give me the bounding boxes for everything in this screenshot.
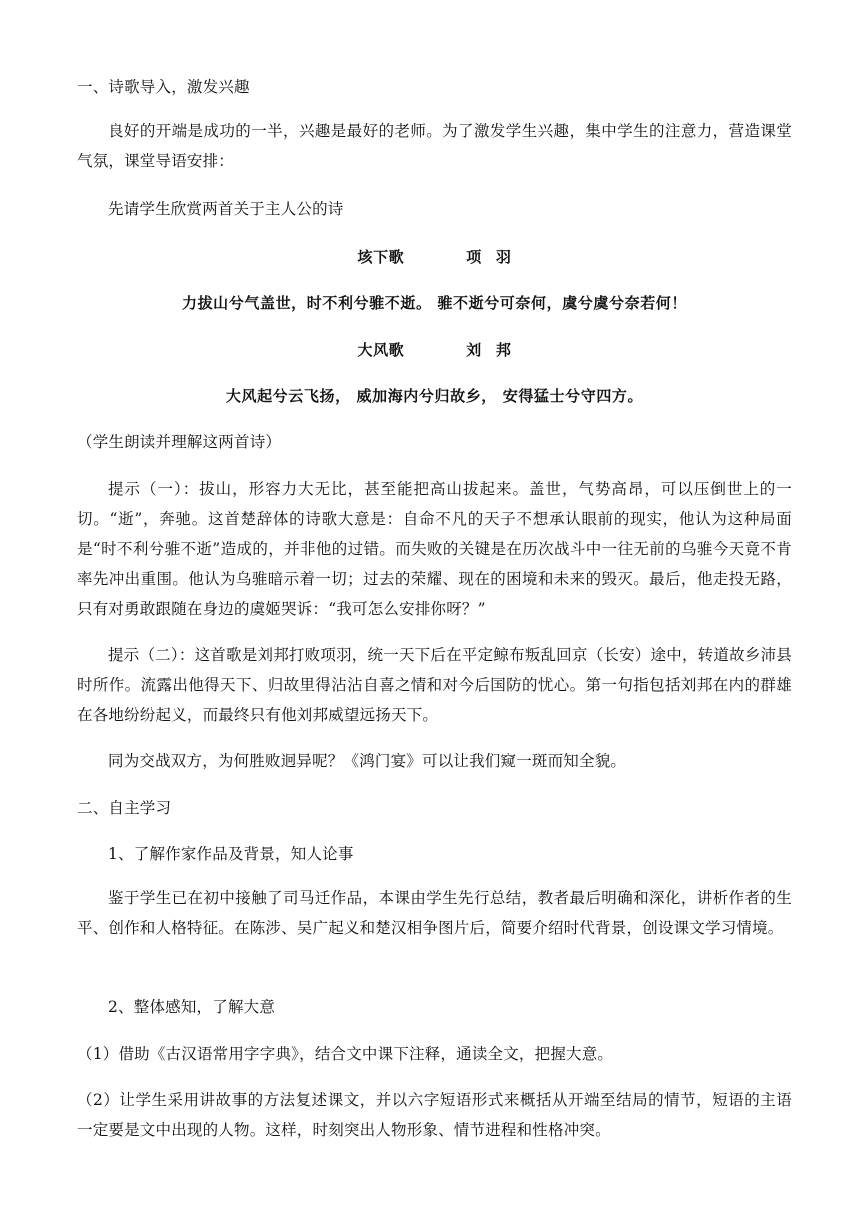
intro-paragraph: 良好的开端是成功的一半，兴趣是最好的老师。为了激发学生兴趣，集中学生的注意力，营造课堂气氛，课堂导语安排： [77, 122, 792, 170]
hint-2-paragraph: 提示（二）：这首歌是刘邦打败项羽，统一天下后在平定鲸布叛乱回京（长安）途中，转道故乡沛县时所作。流露出他得天下、归故里得沾沾自喜之情和对今后国防的忧心。第一句指包括刘邦在内的群雄在各地纷纷起义，而最终只有他刘邦威望远扬天下。 [77, 646, 792, 724]
section-2-heading: 二、自主学习 [77, 799, 172, 817]
list-item-1: （1）借助《古汉语常用字字典》，结合文中课下注释，通读全文，把握大意。 [77, 1045, 614, 1063]
poem-2-author-surname: 刘 [466, 341, 482, 359]
poem-2-author-given: 邦 [495, 341, 512, 359]
poem-1-title: 垓下歌 [357, 248, 405, 266]
poem-2-heading [77, 335, 792, 365]
poem-lead-in: 先请学生欣赏两首关于主人公的诗 [108, 200, 344, 218]
subsection-2-heading: 2、整体感知，了解大意 [108, 998, 276, 1016]
author-background-paragraph: 鉴于学生已在初中接触了司马迁作品，本课由学生先行总结，教者最后明确和深化，讲析作者的生平、创作和人格特征。在陈涉、吴广起义和楚汉相争图片后，简要介绍时代背景，创设课文学习情境。 [77, 889, 792, 937]
reading-note: （学生朗读并理解这两首诗） [77, 433, 282, 451]
poem-1-author-surname: 项 [466, 248, 482, 266]
poem-1-text: 力拔山兮气盖世，时不利兮骓不逝。 骓不逝兮可奈何，虞兮虞兮奈若何！ [181, 294, 688, 312]
poem-2-title: 大风歌 [357, 341, 405, 359]
list-item-2: （2）让学生采用讲故事的方法复述课文，并以六字短语形式来概括从开端至结局的情节，短语的主语一定要是文中出现的人物。这样，时刻突出人物形象、情节进程和性格冲突。 [77, 1091, 792, 1139]
poem-2-text: 大风起兮云飞扬， 威加海内兮归故乡， 安得猛士兮守四方。 [225, 387, 644, 405]
transition-paragraph: 同为交战双方，为何胜败迥异呢？《鸿门宴》可以让我们窥一斑而知全貌。 [108, 752, 627, 770]
poem-1-heading [77, 242, 792, 272]
hint-1-paragraph: 提示（一）：拔山，形容力大无比，甚至能把高山拔起来。盖世，气势高昂，可以压倒世上的一切。“逝”，奔驰。这首楚辞体的诗歌大意是：自命不凡的天子不想承认眼前的现实，他认为这种局面是“时不利兮骓不逝”造成的，并非他的过错。而失败的关键是在历次战斗中一往无前的乌骓今天竟不肯率先冲出重围。他认为乌骓暗示着一切；过去的荣耀、现在的困境和未来的毁灭。最后，他走投无路，只有对勇敢跟随在身边的虞姬哭诉：“我可怎么安排你呀？” [77, 480, 792, 618]
subsection-1-heading: 1、了解作家作品及背景，知人论事 [108, 845, 354, 863]
section-1-heading: 一、诗歌导入，激发兴趣 [77, 78, 250, 96]
poem-1-author-given: 羽 [495, 248, 512, 266]
